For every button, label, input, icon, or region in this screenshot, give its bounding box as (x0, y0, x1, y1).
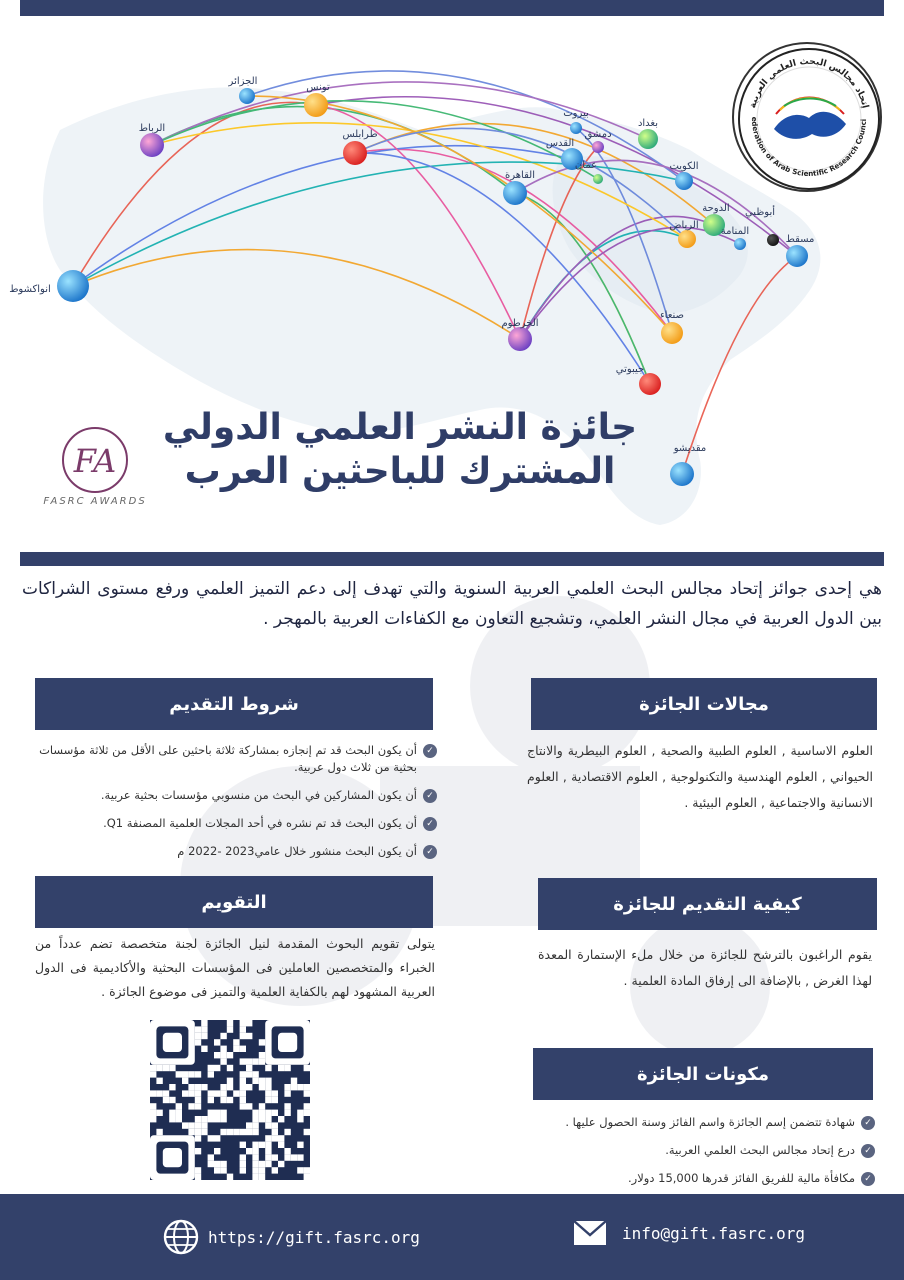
check-circle-icon: ✓ (423, 845, 437, 859)
website-text[interactable]: https://gift.fasrc.org (208, 1227, 420, 1247)
check-circle-icon: ✓ (423, 744, 437, 758)
city-label: الكويت (669, 161, 699, 172)
logo-arabic-text: إتحاد مجالس البحث العلمي العربية (748, 56, 870, 110)
city-label: تونس (306, 82, 330, 93)
condition-text: أن يكون البحث قد تم نشره في أحد المجلات العلمية المصنفة Q1. (103, 816, 417, 830)
fa-logo-caption: FASRC AWARDS (43, 496, 147, 507)
conditions-list (35, 742, 437, 871)
list-item (530, 1170, 875, 1187)
fields-text: العلوم الاساسية , العلوم الطبية والصحية , العلوم البيطرية والانتاج الحيواني , العلوم الهندسية والتكنولوجية , العلوم الاقتصادية , العلوم الانسانية والاجتماعية , العلوم البيئية . (527, 743, 873, 810)
city-label: انواكشوط (9, 284, 51, 295)
top-bar (20, 0, 884, 16)
city-node (638, 129, 658, 149)
check-circle-icon: ✓ (423, 817, 437, 831)
city-node (786, 245, 808, 267)
city-node (734, 238, 746, 250)
city-node (767, 234, 779, 246)
component-text: مكافأة مالية للفريق الفائز قدرها 15,000 دولار. (628, 1171, 855, 1185)
fields-heading: مجالات الجائزة (531, 678, 877, 730)
city-node (343, 141, 367, 165)
city-label: صنعاء (659, 310, 685, 321)
city-label: المنامة (720, 226, 750, 237)
component-text: شهادة تتضمن إسم الجائزة واسم الفائز وسنة الحصول عليها . (565, 1115, 855, 1129)
list-item (35, 843, 437, 860)
city-node (239, 88, 255, 104)
city-label: طرابلس (342, 129, 378, 140)
city-label: الخرطوم (501, 318, 539, 329)
list-item (530, 1142, 875, 1159)
title-line-1: جائزة النشر العلمي الدولي (162, 407, 638, 448)
component-text: درع إتحاد مجالس البحث العلمي العربية. (665, 1143, 855, 1157)
city-node (140, 133, 164, 157)
globe-icon (162, 1218, 200, 1256)
conditions-heading: شروط التقديم (35, 678, 433, 730)
city-node (503, 181, 527, 205)
mail-icon (572, 1218, 608, 1248)
list-item (530, 1114, 875, 1131)
city-node (593, 174, 603, 184)
city-label: عمان (574, 160, 598, 171)
city-node (675, 172, 693, 190)
city-label: مقديشو (673, 443, 707, 454)
city-node (304, 93, 328, 117)
section-divider (20, 552, 884, 566)
condition-text: أن يكون المشاركين في البحث من منسوبي مؤسسات بحثية عربية. (100, 788, 417, 802)
footer (0, 1194, 904, 1280)
how-to-apply-text: يقوم الراغبون بالترشح للجائزة من خلال ملء الإستمارة المعدة لهذا الغرض , بالإضافة الى إرفاق المادة العلمية . (538, 947, 872, 988)
city-node (678, 230, 696, 248)
evaluation-text: يتولى تقويم البحوث المقدمة لنيل الجائزة لجنة متخصصة تضم عدداً من الخبراء والمتخصصين العاملين فى المؤسسات البحثية والأكاديمية فى الدول العربية المشهود لهم بالكفاية العلمية والتميز فى موضوع الجائزة . (35, 936, 435, 999)
city-label: أبوظبي (744, 207, 776, 218)
website-link[interactable] (162, 1218, 420, 1256)
email-link[interactable] (572, 1218, 805, 1248)
city-label: الرياض (669, 220, 699, 231)
fa-logo-mark: FA (73, 442, 117, 480)
city-label: بيروت (563, 108, 589, 119)
how-to-apply-heading: كيفية التقديم للجائزة (538, 878, 877, 930)
city-label: دمشق (584, 129, 612, 140)
check-circle-icon: ✓ (861, 1172, 875, 1186)
city-label: الدوحة (702, 203, 730, 214)
city-label: القدس (545, 138, 575, 149)
city-node (661, 322, 683, 344)
city-label: الجزائر (228, 76, 258, 87)
intro-paragraph: هي إحدى جوائز إتحاد مجالس البحث العلمي العربية السنوية والتي تهدف إلى دعم التميز العلمي ورفع مستوى الشراكات بين الدول العربية في مجال النشر العلمي، وتشجيع التعاون مع الكفاءات العربية بالمهجر . (22, 579, 882, 629)
check-circle-icon: ✓ (423, 789, 437, 803)
list-item (35, 787, 437, 804)
logo-english-text: ederation of Arab Scientific Research Counci (749, 116, 869, 179)
condition-text: أن يكون البحث قد تم إنجازه بمشاركة ثلاثة باحثين على الأقل من ثلاثة مؤسسات بحثية من ثلاث دول عربية. (39, 743, 417, 774)
components-heading: مكونات الجائزة (533, 1048, 873, 1100)
components-list (530, 1114, 875, 1198)
city-node (57, 270, 89, 302)
fasrc-logo (732, 42, 882, 192)
check-circle-icon: ✓ (861, 1144, 875, 1158)
title-line-2: المشترك للباحثين العرب (184, 451, 616, 492)
city-label: مسقط (785, 234, 815, 245)
email-text[interactable]: info@gift.fasrc.org (622, 1223, 806, 1243)
list-item (35, 742, 437, 776)
page-title (150, 406, 650, 494)
city-node (508, 327, 532, 351)
city-node (670, 462, 694, 486)
check-circle-icon: ✓ (861, 1116, 875, 1130)
city-node (570, 122, 582, 134)
city-node (639, 373, 661, 395)
city-label: جيبوتي (615, 364, 645, 375)
city-label: بغداد (637, 118, 659, 129)
city-label: الرباط (138, 123, 166, 134)
condition-text: أن يكون البحث منشور خلال عامي2023 -2022 م (177, 844, 417, 858)
city-node (592, 141, 604, 153)
qr-code[interactable] (150, 1020, 310, 1180)
city-label: القاهرة (505, 170, 535, 181)
list-item (35, 815, 437, 832)
evaluation-heading: التقويم (35, 876, 433, 928)
